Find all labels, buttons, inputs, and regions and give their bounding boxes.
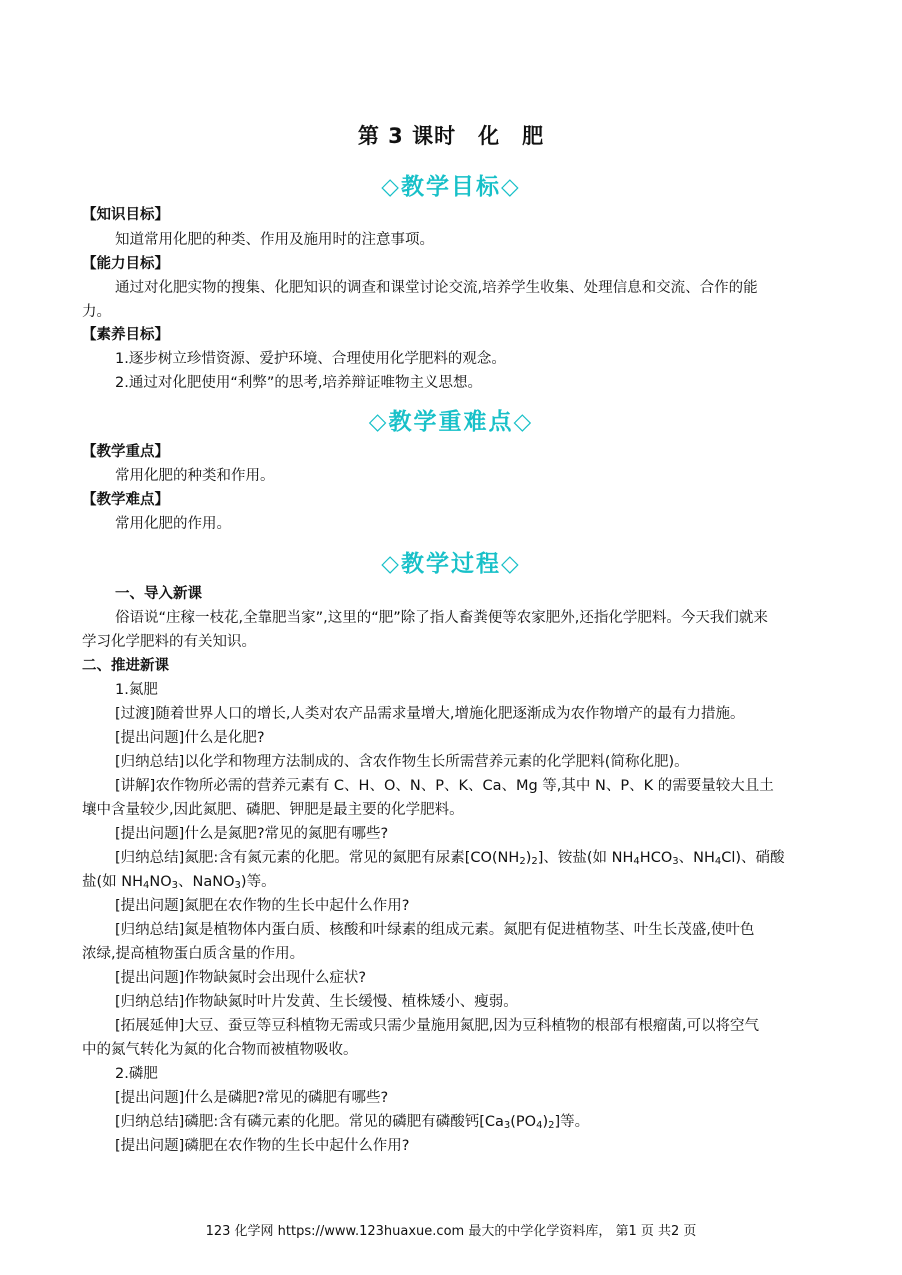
text-run: HCO <box>639 850 673 866</box>
subscript: 2 <box>519 856 526 867</box>
paragraph-nitrogen-fertilizers <box>115 846 822 870</box>
step2-heading: 二、推进新课 <box>82 658 169 674</box>
text-run: 、NH <box>678 850 715 866</box>
text-run: ]、铵盐(如 NH <box>537 850 634 866</box>
text-run: NO <box>149 874 172 890</box>
text-run: [归纳总结]磷肥:含有磷元素的化肥。常见的磷肥有磷酸钙[Ca <box>115 1114 504 1130</box>
ability-label: 【能力目标】 <box>82 256 169 272</box>
subscript: 3 <box>503 1120 511 1131</box>
section-heading-objectives: ◇教学目标◇ <box>381 173 521 200</box>
subscript: 2 <box>548 1120 555 1131</box>
subscript: 4 <box>714 856 722 867</box>
paragraph-phosphate <box>115 1110 822 1134</box>
text-run: )等。 <box>240 874 276 890</box>
paragraph: 中的氮气转化为氮的化合物而被植物吸收。 <box>82 1042 358 1058</box>
text-run: 、NaNO <box>178 874 235 890</box>
difficulty-text: 常用化肥的作用。 <box>115 516 231 532</box>
step1-text-2: 学习化学肥料的有关知识。 <box>82 634 256 650</box>
paragraph: [归纳总结]氮是植物体内蛋白质、核酸和叶绿素的组成元素。氮肥有促进植物茎、叶生长茂盛,使叶色 <box>115 922 755 938</box>
subscript: 3 <box>234 880 241 891</box>
ability-text-1: 通过对化肥实物的搜集、化肥知识的调查和课堂讨论交流,培养学生收集、处理信息和交流、合作的能 <box>115 280 758 296</box>
text-run: ) <box>525 850 532 866</box>
paragraph: [提出问题]什么是氮肥?常见的氮肥有哪些? <box>115 826 389 842</box>
literacy-text-1: 1.逐步树立珍惜资源、爱护环境、合理使用化学肥料的观念。 <box>115 351 506 367</box>
subsection-nitrogen: 1.氮肥 <box>115 682 158 698</box>
paragraph: [提出问题]磷肥在农作物的生长中起什么作用? <box>115 1138 410 1154</box>
text-run: ]等。 <box>554 1114 590 1130</box>
text-run: 盐(如 NH <box>82 874 144 890</box>
focus-label: 【教学重点】 <box>82 444 169 460</box>
section-heading-key-points: ◇教学重难点◇ <box>368 408 534 435</box>
paragraph: [归纳总结]作物缺氮时叶片发黄、生长缓慢、植株矮小、瘦弱。 <box>115 994 518 1010</box>
paragraph-nitrates <box>82 870 822 894</box>
text-run: ) <box>542 1114 549 1130</box>
text-run: [归纳总结]氮肥:含有氮元素的化肥。常见的氮肥有尿素[CO(NH <box>115 850 520 866</box>
subscript: 4 <box>143 880 150 891</box>
paragraph: [提出问题]什么是磷肥?常见的磷肥有哪些? <box>115 1090 389 1106</box>
knowledge-text: 知道常用化肥的种类、作用及施用时的注意事项。 <box>115 232 434 248</box>
knowledge-label: 【知识目标】 <box>82 207 169 223</box>
ability-text-2: 力。 <box>82 304 111 320</box>
focus-text: 常用化肥的种类和作用。 <box>115 468 275 484</box>
paragraph: [提出问题]作物缺氮时会出现什么症状? <box>115 970 367 986</box>
paragraph: 壤中含量较少,因此氮肥、磷肥、钾肥是最主要的化学肥料。 <box>82 802 464 818</box>
paragraph: [提出问题]什么是化肥? <box>115 730 265 746</box>
paragraph: [讲解]农作物所必需的营养元素有 C、H、O、N、P、K、Ca、Mg 等,其中 N、P、K 的需要量较大且土 <box>115 778 774 794</box>
page-title: 第 3 课时 化 肥 <box>357 124 545 148</box>
subsection-phosphorus: 2.磷肥 <box>115 1066 158 1082</box>
subscript: 3 <box>171 880 179 891</box>
subscript: 2 <box>531 856 538 867</box>
subscript: 3 <box>672 856 679 867</box>
subscript: 4 <box>536 1120 543 1131</box>
step1-heading: 一、导入新课 <box>115 586 202 602</box>
text-run: (PO <box>510 1114 537 1130</box>
paragraph: [提出问题]氮肥在农作物的生长中起什么作用? <box>115 898 410 914</box>
literacy-text-2: 2.通过对化肥使用“利弊”的思考,培养辩证唯物主义思想。 <box>115 375 482 391</box>
difficulty-label: 【教学难点】 <box>82 492 169 508</box>
paragraph: [归纳总结]以化学和物理方法制成的、含农作物生长所需营养元素的化学肥料(简称化肥)。 <box>115 754 689 770</box>
section-heading-process: ◇教学过程◇ <box>381 550 521 577</box>
paragraph: [拓展延伸]大豆、蚕豆等豆科植物无需或只需少量施用氮肥,因为豆科植物的根部有根瘤菌,可以将空气 <box>115 1018 760 1034</box>
paragraph: [过渡]随着世界人口的增长,人类对农产品需求量增大,增施化肥逐渐成为农作物增产的最有力措施。 <box>115 706 745 722</box>
literacy-label: 【素养目标】 <box>82 327 169 343</box>
page-footer: 123 化学网 https://www.123huaxue.com 最大的中学化学资料库， 第1 页 共2 页 <box>205 1224 697 1239</box>
step1-text-1: 俗语说“庄稼一枝花,全靠肥当家”,这里的“肥”除了指人畜粪便等农家肥外,还指化学肥料。今天我们就来 <box>115 610 768 626</box>
subscript: 4 <box>633 856 640 867</box>
paragraph: 浓绿,提高植物蛋白质含量的作用。 <box>82 946 305 962</box>
text-run: Cl)、硝酸 <box>721 850 785 866</box>
